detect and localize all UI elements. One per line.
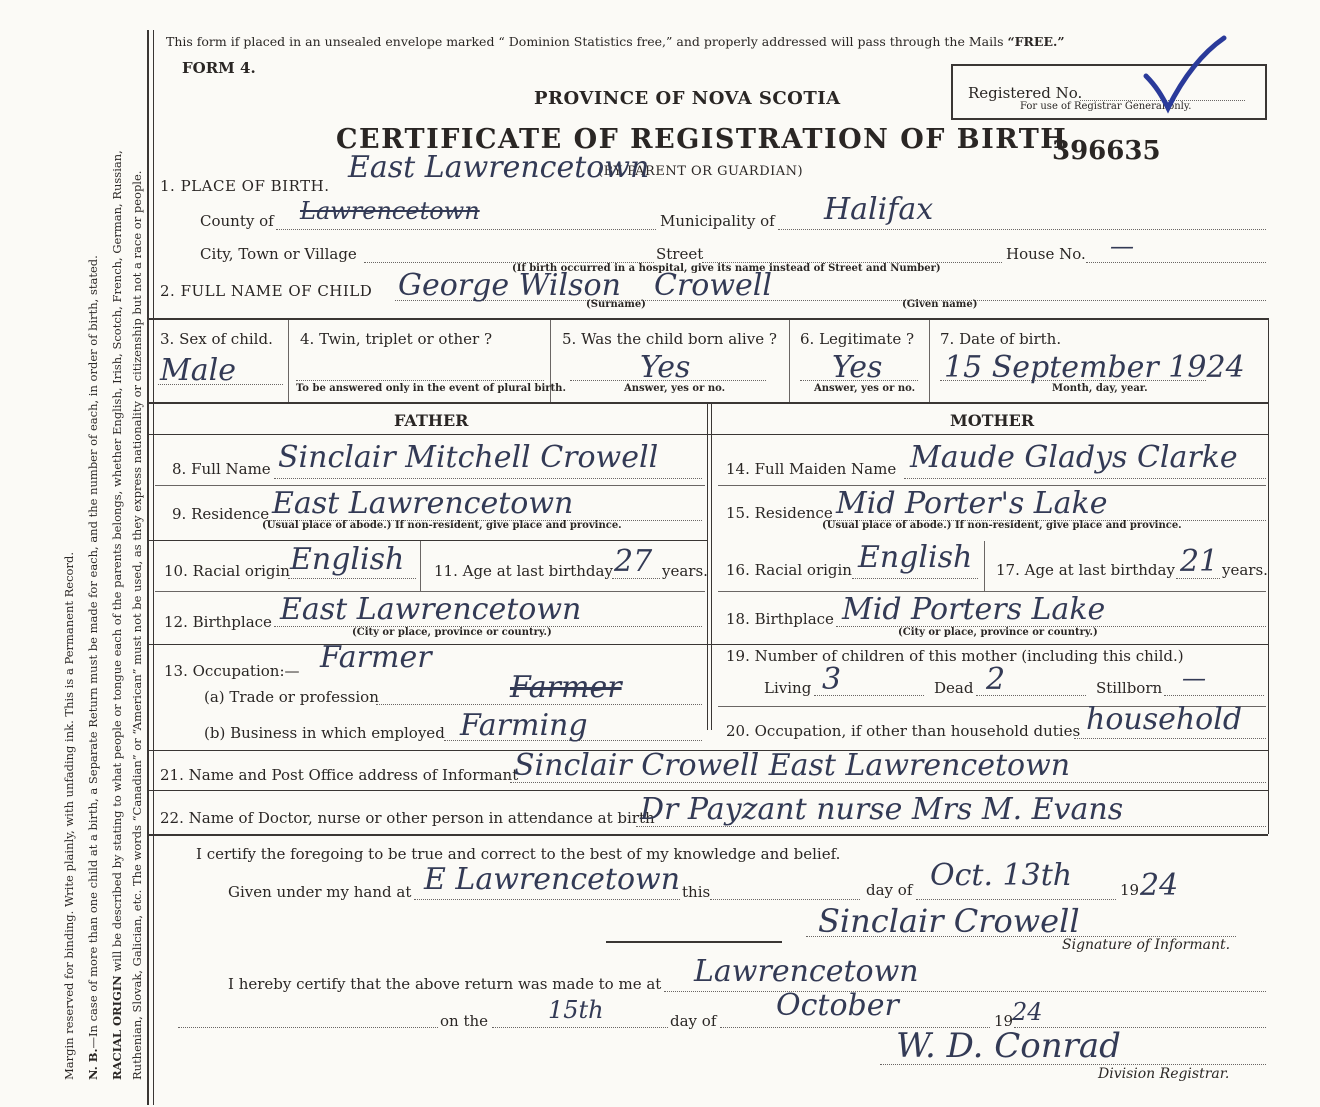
value-child-surname: George Wilson — [398, 268, 621, 303]
label-house-no: House No. — [1006, 245, 1086, 263]
sidebar-text-4: Ruthenian, Slovak, Galician, etc. The words “Canadian” or “American” must not be used, as they express nationality or citizenship but not a race or people. — [130, 170, 144, 1080]
label-informant: 21. Name and Post Office address of Informant — [160, 766, 519, 784]
born-alive-note: Answer, yes or no. — [624, 383, 726, 394]
mother-maiden-line — [904, 478, 1266, 479]
label-mother-birthplace: 18. Birthplace — [726, 610, 834, 628]
rule-after-name — [148, 318, 1268, 320]
legitimate-note: Answer, yes or no. — [814, 383, 916, 394]
rule-parents-12 — [148, 644, 1268, 645]
value-doctor: Dr Payzant nurse Mrs M. Evans — [640, 792, 1124, 827]
divider-6-7 — [929, 320, 930, 402]
sidebar-text-3: will be described by stating to what people or tongue each of the parents belongs, whether English, Irish, Scotch, French, German, Russian, — [110, 150, 124, 976]
house-no-line — [1086, 262, 1266, 263]
father-residence-note: (Usual place of abode.) If non-resident, give place and province. — [262, 520, 622, 531]
label-stillborn: Stillborn — [1096, 679, 1163, 697]
label-city: City, Town or Village — [200, 245, 357, 263]
value-dob: 15 September 1924 — [944, 350, 1245, 385]
label-day-of-2: day of — [670, 1012, 717, 1030]
value-father-birthplace: East Lawrencetown — [280, 592, 582, 627]
rule-father-9 — [148, 540, 708, 541]
value-place-of-birth: East Lawrencetown — [348, 150, 650, 185]
signature-rule-left — [606, 941, 782, 943]
value-registrar-year: 24 — [1012, 998, 1043, 1026]
certify-statement: I certify the foregoing to be true and correct to the best of my knowledge and belief. — [196, 845, 841, 863]
mother-residence-note: (Usual place of abode.) If non-resident, give place and province. — [822, 520, 1182, 531]
value-mother-age: 21 — [1180, 544, 1219, 579]
mail-note-free: “FREE.” — [1007, 34, 1065, 49]
value-sex: Male — [160, 353, 236, 388]
page-subtitle: (BY PARENT OR GUARDIAN) — [598, 164, 804, 179]
label-mother-age: 17. Age at last birthday — [996, 561, 1175, 579]
rule-parents-header — [148, 434, 1268, 435]
divider-3-4 — [288, 320, 289, 402]
sidebar-line-3 — [110, 150, 124, 1080]
label-full-name: 2. FULL NAME OF CHILD — [160, 282, 373, 300]
province-title: PROVINCE OF NOVA SCOTIA — [534, 88, 841, 109]
mother-birthplace-note: (City or place, province or country.) — [898, 627, 1098, 638]
twin-line — [296, 380, 544, 381]
value-dead: 2 — [986, 662, 1006, 697]
value-stillborn: — — [1182, 664, 1206, 692]
rule-after-22 — [148, 834, 1268, 836]
value-occupation: Farmer — [320, 640, 432, 675]
value-father-name: Sinclair Mitchell Crowell — [278, 440, 659, 475]
mail-note-text: This form if placed in an unsealed envelope marked “ Dominion Statistics free,” and properly addressed will pass through the Mails — [166, 34, 1004, 49]
sidebar-text-1: Margin reserved for binding. Write plainly, with unfading ink. This is a Permanent Record. — [62, 552, 76, 1080]
registrar-signature-line — [880, 1064, 1266, 1065]
county-line — [276, 229, 656, 230]
label-children: 19. Number of children of this mother (including this child.) — [726, 647, 1184, 665]
value-mother-birthplace: Mid Porters Lake — [842, 592, 1106, 627]
label-doctor: 22. Name of Doctor, nurse or other person in attendance at birth — [160, 809, 655, 827]
value-mother-residence: Mid Porter's Lake — [836, 486, 1108, 521]
label-born-alive: 5. Was the child born alive ? — [562, 330, 777, 348]
value-living: 3 — [822, 662, 842, 697]
value-registrar-month: October — [776, 988, 899, 1023]
label-year-prefix: 19 — [1120, 881, 1140, 899]
label-dead: Dead — [934, 679, 974, 697]
rule-before-parents — [148, 402, 1268, 404]
father-heading: FATHER — [394, 411, 469, 430]
registrar-signature: W. D. Conrad — [896, 1026, 1121, 1066]
value-mother-occupation: household — [1086, 702, 1243, 737]
registrar-use-note: For use of Registrar General only. — [1020, 101, 1192, 112]
sidebar-text-2: —In case of more than one child at a birth, a Separate Return must be made for each, and the number of each, in order of birth, stated. — [86, 255, 100, 1049]
municipality-line — [778, 229, 1266, 230]
label-sex: 3. Sex of child. — [160, 330, 273, 348]
division-registrar-label: Division Registrar. — [1098, 1066, 1230, 1082]
mother-occupation-line — [1074, 738, 1266, 739]
label-trade: (a) Trade or profession — [204, 688, 379, 706]
this-line — [710, 899, 860, 900]
label-on-the: on the — [440, 1012, 489, 1030]
label-street: Street — [656, 245, 704, 263]
signature-of-informant-label: Signature of Informant. — [1062, 937, 1231, 953]
label-registrar-certify: I hereby certify that the above return was made to me at — [228, 975, 662, 993]
label-living: Living — [764, 679, 812, 697]
label-business: (b) Business in which employed — [204, 724, 445, 742]
sidebar-line-4 — [130, 171, 144, 1080]
label-father-residence: 9. Residence — [172, 505, 270, 523]
surname-note: (Surname) — [586, 299, 646, 310]
value-mother-maiden: Maude Gladys Clarke — [910, 440, 1238, 475]
parents-divider-b — [711, 404, 712, 730]
mother-racial-line — [852, 578, 978, 579]
father-birthplace-note: (City or place, province or country.) — [352, 627, 552, 638]
divider-5-6 — [789, 320, 790, 402]
twin-note: To be answered only in the event of plural birth. — [296, 383, 566, 394]
page-title: CERTIFICATE OF REGISTRATION OF BIRTH — [336, 124, 1068, 155]
value-trade: Farmer — [510, 670, 622, 705]
frame-left-rule-inner — [153, 30, 154, 1105]
father-racial-line — [288, 578, 416, 579]
label-twin: 4. Twin, triplet or other ? — [300, 330, 492, 348]
value-father-age: 27 — [614, 544, 653, 579]
label-mother-racial: 16. Racial origin — [726, 561, 852, 579]
stillborn-line — [1164, 695, 1264, 696]
label-given-under: Given under my hand at — [228, 883, 412, 901]
label-mother-occupation: 20. Occupation, if other than household duties — [726, 722, 1081, 740]
given-name-note: (Given name) — [902, 299, 978, 310]
on-the-line — [492, 1027, 668, 1028]
label-father-racial: 10. Racial origin — [164, 562, 290, 580]
divider-16-17 — [984, 541, 985, 591]
check-mark-icon — [1140, 34, 1230, 114]
label-legitimate: 6. Legitimate ? — [800, 330, 915, 348]
value-given-year: 24 — [1140, 868, 1179, 903]
label-father-birthplace: 12. Birthplace — [164, 613, 272, 631]
sidebar-lead-3: RACIAL ORIGIN — [110, 975, 124, 1080]
value-registrar-place: Lawrencetown — [694, 954, 919, 989]
sidebar-line-2 — [86, 255, 100, 1080]
value-business: Farming — [460, 708, 588, 743]
divider-10-11 — [420, 541, 421, 591]
registered-label: Registered No. — [968, 84, 1083, 102]
label-this: this — [682, 883, 711, 901]
father-name-line — [274, 478, 702, 479]
frame-left-rule — [147, 30, 149, 1105]
day-of-line — [916, 899, 1116, 900]
value-child-given: Crowell — [654, 268, 772, 303]
value-legitimate: Yes — [832, 350, 883, 385]
mother-heading: MOTHER — [950, 411, 1035, 430]
sidebar-lead-2: N. B. — [86, 1048, 100, 1080]
value-given-at: E Lawrencetown — [424, 862, 681, 897]
label-day-of: day of — [866, 881, 913, 899]
frame-right-rule — [1268, 318, 1269, 834]
mail-note — [166, 34, 1065, 49]
label-mother-residence: 15. Residence — [726, 504, 833, 522]
form-number: FORM 4. — [182, 59, 256, 77]
given-at-line — [414, 899, 680, 900]
value-born-alive: Yes — [640, 350, 691, 385]
value-father-residence: East Lawrencetown — [272, 486, 574, 521]
label-father-age: 11. Age at last birthday — [434, 562, 613, 580]
sidebar-line-1 — [62, 552, 76, 1080]
label-mother-maiden: 14. Full Maiden Name — [726, 460, 897, 478]
label-occupation: 13. Occupation:— — [164, 662, 300, 680]
value-given-day-month: Oct. 13th — [930, 858, 1073, 893]
registered-number: 396635 — [1052, 136, 1161, 166]
label-father-years: years. — [662, 562, 708, 580]
hospital-note: (If birth occurred in a hospital, give its name instead of Street and Number) — [512, 263, 941, 274]
label-mother-years: years. — [1222, 561, 1268, 579]
value-house-no: — — [1110, 232, 1134, 260]
dob-note: Month, day, year. — [1052, 383, 1148, 394]
value-mother-racial: English — [858, 540, 973, 575]
value-informant: Sinclair Crowell East Lawrencetown — [514, 748, 1071, 783]
sex-line — [158, 384, 283, 385]
rule-after-21 — [148, 790, 1268, 791]
registrar-lead-line — [178, 1027, 438, 1028]
value-father-racial: English — [290, 542, 405, 577]
label-county: County of — [200, 212, 274, 230]
label-municipality: Municipality of — [660, 212, 775, 230]
value-registrar-day: 15th — [548, 996, 604, 1024]
label-place-of-birth: 1. PLACE OF BIRTH. — [160, 177, 330, 195]
informant-signature: Sinclair Crowell — [818, 902, 1080, 940]
value-county: Lawrencetown — [300, 197, 480, 225]
label-year-prefix-2: 19 — [994, 1012, 1014, 1030]
label-father-name: 8. Full Name — [172, 460, 271, 478]
value-municipality: Halifax — [824, 192, 934, 227]
registrar-place-line — [664, 991, 1266, 992]
label-dob: 7. Date of birth. — [940, 330, 1062, 348]
